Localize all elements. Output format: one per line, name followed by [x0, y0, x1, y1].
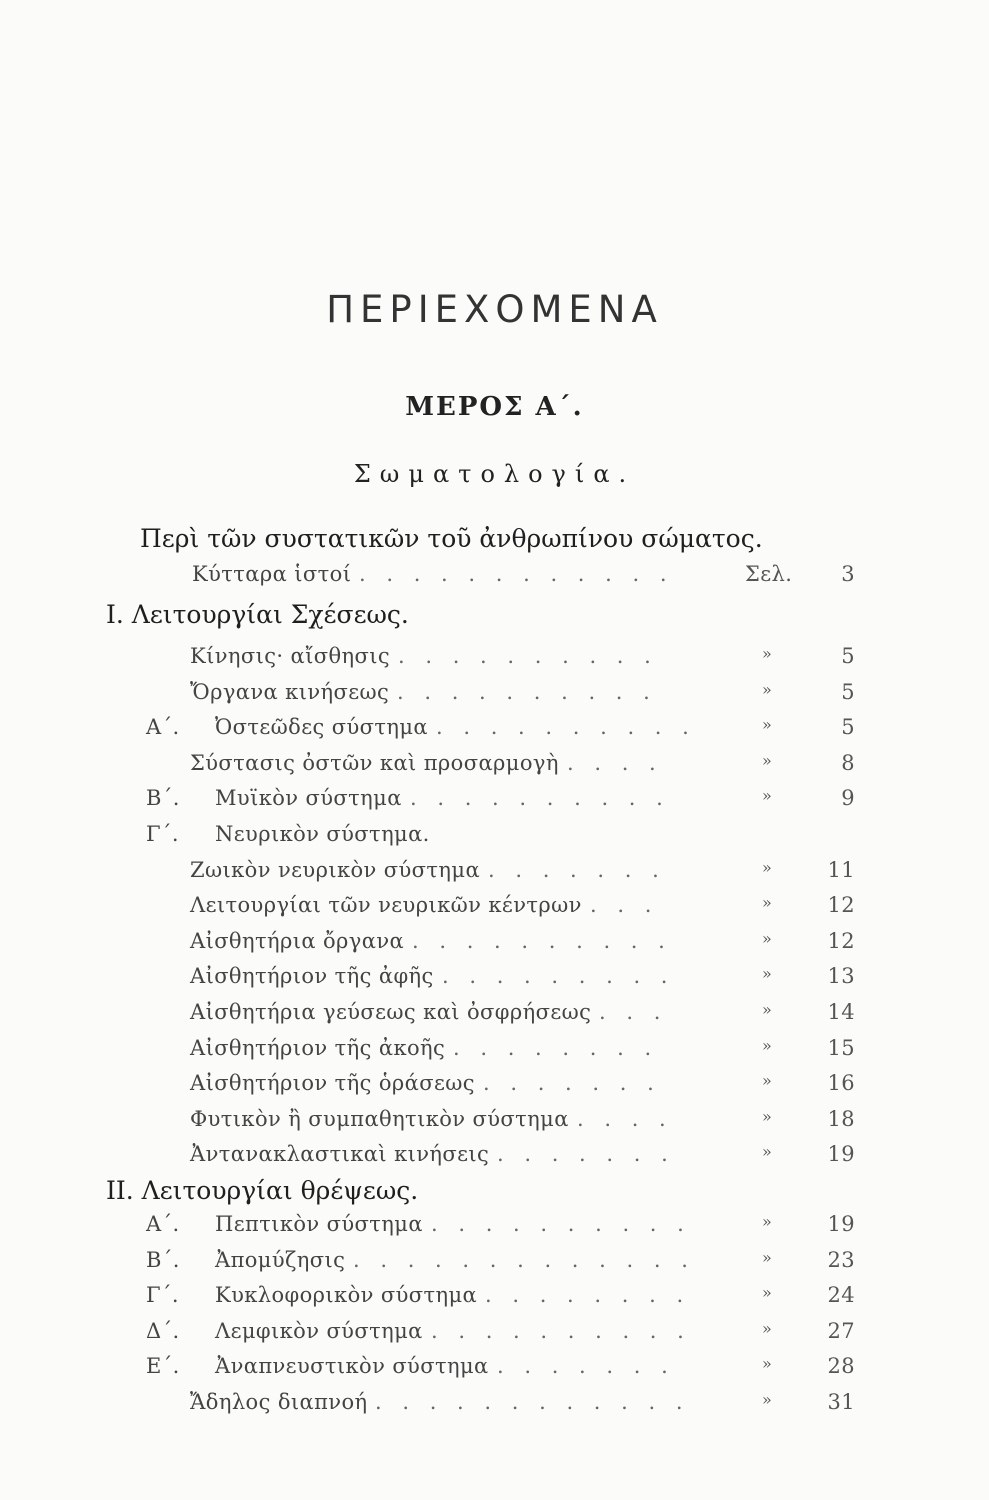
entry-title: Φυτικὸν ἢ συμπαθητικὸν σύστημα	[190, 1106, 569, 1131]
entry-page-number: 9	[841, 786, 855, 811]
entry-title: Ἀναπνευστικὸν σύστημα	[215, 1354, 489, 1378]
toc-entry	[0, 562, 989, 592]
entry-marker: Δ΄.	[146, 1318, 180, 1343]
entry-leader-dots: . . . . . . . .	[485, 1283, 691, 1307]
toc-entry	[0, 644, 989, 674]
ditto-mark: »	[762, 715, 773, 735]
ditto-mark: »	[762, 1106, 773, 1126]
entry-marker: Β΄.	[146, 786, 180, 811]
toc-entry	[0, 751, 989, 781]
entry-title: Ὄργανα κινήσεως	[190, 679, 390, 704]
entry-leader-dots: . . . . . . . . . .	[410, 786, 670, 811]
entry-marker: Γ΄.	[146, 822, 179, 846]
intro-heading: Περὶ τῶν συστατικῶν τοῦ ἀνθρωπίνου σώματος.	[140, 524, 763, 553]
entry-page-number: 28	[827, 1354, 855, 1378]
page-label: Σελ.	[745, 562, 793, 586]
ditto-mark: »	[762, 1071, 773, 1091]
subject-heading: Σωματολογία.	[353, 460, 636, 488]
toc-entry	[0, 893, 989, 923]
toc-entry	[0, 1107, 989, 1137]
ditto-mark: »	[762, 1389, 773, 1409]
toc-entry	[0, 858, 989, 888]
ditto-mark: »	[762, 1000, 773, 1019]
entry-title: Ὀστεῶδες σύστημα	[215, 715, 428, 740]
entry-page-number: 13	[827, 964, 855, 989]
section-heading: I. Λειτουργίαι Σχέσεως.	[106, 600, 409, 629]
entry-page-number: 15	[827, 1035, 855, 1060]
toc-entry	[0, 1319, 989, 1349]
toc-entry	[0, 1036, 989, 1066]
entry-leader-dots: . . . . . . . . . . . . .	[353, 1247, 695, 1272]
entry-page-number: 24	[827, 1283, 855, 1307]
ditto-mark: »	[762, 1283, 773, 1302]
entry-page-number: 19	[827, 1212, 855, 1236]
entry-page-number: 16	[827, 1071, 855, 1096]
toc-entry	[0, 1390, 989, 1420]
entry-page-number: 18	[827, 1106, 855, 1131]
entry-page-number: 11	[827, 857, 855, 882]
ditto-mark: »	[762, 1247, 773, 1267]
entry-title: Ἄδηλος διαπνοή	[190, 1389, 368, 1414]
entry-title: Κύτταρα ἱστοί	[192, 562, 352, 586]
entry-page-number: 14	[827, 1000, 855, 1024]
entry-page-number: 5	[841, 644, 855, 668]
entry-leader-dots: . . . . . . . . . .	[398, 644, 658, 668]
ditto-mark: »	[762, 786, 773, 806]
entry-leader-dots: . . . . . . . . . .	[431, 1212, 691, 1236]
entry-title: Ἀντανακλαστικαὶ κινήσεις	[190, 1142, 490, 1167]
entry-marker: Α΄.	[146, 715, 180, 740]
entry-title: Ζωικὸν νευρικὸν σύστημα	[190, 857, 481, 882]
ditto-mark: »	[762, 1035, 773, 1055]
entry-page-number: 5	[841, 679, 855, 704]
entry-title: Πεπτικὸν σύστημα	[215, 1212, 423, 1236]
entry-page-number: 12	[827, 893, 855, 918]
entry-leader-dots: . . . . . . . . . . . .	[359, 562, 674, 586]
entry-title: Αἰσθητήριον τῆς ὁράσεως	[190, 1071, 475, 1096]
entry-leader-dots: . . . .	[567, 750, 663, 775]
ditto-mark: »	[762, 1142, 773, 1162]
toc-entry	[0, 929, 989, 959]
ditto-mark: »	[762, 857, 773, 877]
entry-leader-dots: . . .	[590, 893, 659, 918]
toc-entry	[0, 1248, 989, 1278]
entry-leader-dots: . . . . . . .	[488, 857, 666, 882]
toc-entry	[0, 964, 989, 994]
entry-leader-dots: . . . . . . .	[483, 1071, 661, 1096]
ditto-mark: »	[762, 644, 773, 663]
entry-page-number: 23	[827, 1247, 855, 1272]
page-title: ΠΕΡΙΕΧΟΜΕΝΑ	[326, 288, 663, 331]
toc-entry	[0, 1283, 989, 1313]
entry-title: Σύστασις ὀστῶν καὶ προσαρμογὴ	[190, 750, 559, 775]
section-heading: II. Λειτουργίαι θρέψεως.	[106, 1176, 419, 1205]
toc-entry	[0, 715, 989, 745]
entry-title: Μυϊκὸν σύστημα	[215, 786, 402, 811]
entry-leader-dots: . . . . . . . .	[453, 1035, 659, 1060]
entry-leader-dots: . . . . . . . . . .	[436, 715, 696, 740]
entry-leader-dots: . . . . . . . . . .	[431, 1318, 691, 1343]
toc-entry	[0, 786, 989, 816]
entry-leader-dots: . . . . . . .	[497, 1142, 675, 1167]
toc-entry	[0, 822, 989, 852]
entry-leader-dots: . . . . . . . . . .	[412, 928, 672, 953]
entry-title: Νευρικὸν σύστημα.	[215, 822, 430, 846]
entry-marker: Ε΄.	[146, 1354, 180, 1378]
ditto-mark: »	[762, 964, 773, 984]
toc-entry	[0, 1071, 989, 1101]
ditto-mark: »	[762, 928, 773, 948]
entry-title: Κίνησις· αἴσθησις	[190, 644, 391, 668]
entry-marker: Β΄.	[146, 1247, 180, 1272]
entry-title: Αἰσθητήρια ὄργανα	[190, 928, 405, 953]
entry-title: Ἀπομύζησις	[215, 1247, 346, 1272]
entry-marker: Α΄.	[146, 1212, 180, 1236]
toc-entry	[0, 1212, 989, 1242]
ditto-mark: »	[762, 893, 773, 913]
entry-leader-dots: . . . . . . . . . .	[397, 679, 657, 704]
entry-page-number: 27	[827, 1318, 855, 1343]
entry-leader-dots: . . .	[599, 1000, 668, 1024]
entry-title: Λειτουργίαι τῶν νευρικῶν κέντρων	[190, 893, 582, 918]
ditto-mark: »	[762, 679, 773, 699]
entry-title: Λεμφικὸν σύστημα	[215, 1318, 423, 1343]
entry-page-number: 8	[841, 750, 855, 775]
entry-marker: Γ΄.	[146, 1283, 179, 1307]
toc-entry	[0, 1354, 989, 1384]
toc-entry	[0, 1000, 989, 1030]
ditto-mark: »	[762, 750, 773, 770]
entry-page-number: 31	[827, 1389, 855, 1414]
entry-page-number: 5	[841, 715, 855, 740]
toc-entry	[0, 680, 989, 710]
entry-leader-dots: . . . . . . . . . . . .	[375, 1389, 690, 1414]
part-heading: ΜΕΡΟΣ Α΄.	[405, 392, 584, 422]
entry-page-number: 19	[827, 1142, 855, 1167]
entry-page-number: 12	[827, 928, 855, 953]
ditto-mark: »	[762, 1354, 773, 1373]
entry-title: Αἰσθητήριον τῆς ἀφῆς	[190, 964, 434, 989]
ditto-mark: »	[762, 1212, 773, 1231]
entry-page-number: 3	[841, 562, 855, 586]
toc-entry	[0, 1142, 989, 1172]
ditto-mark: »	[762, 1318, 773, 1338]
entry-title: Αἰσθητήρια γεύσεως καὶ ὀσφρήσεως	[190, 1000, 592, 1024]
entry-title: Κυκλοφορικὸν σύστημα	[215, 1283, 478, 1307]
entry-leader-dots: . . . .	[577, 1106, 673, 1131]
entry-title: Αἰσθητήριον τῆς ἀκοῆς	[190, 1035, 446, 1060]
entry-leader-dots: . . . . . . . . .	[442, 964, 675, 989]
entry-leader-dots: . . . . . . .	[497, 1354, 675, 1378]
